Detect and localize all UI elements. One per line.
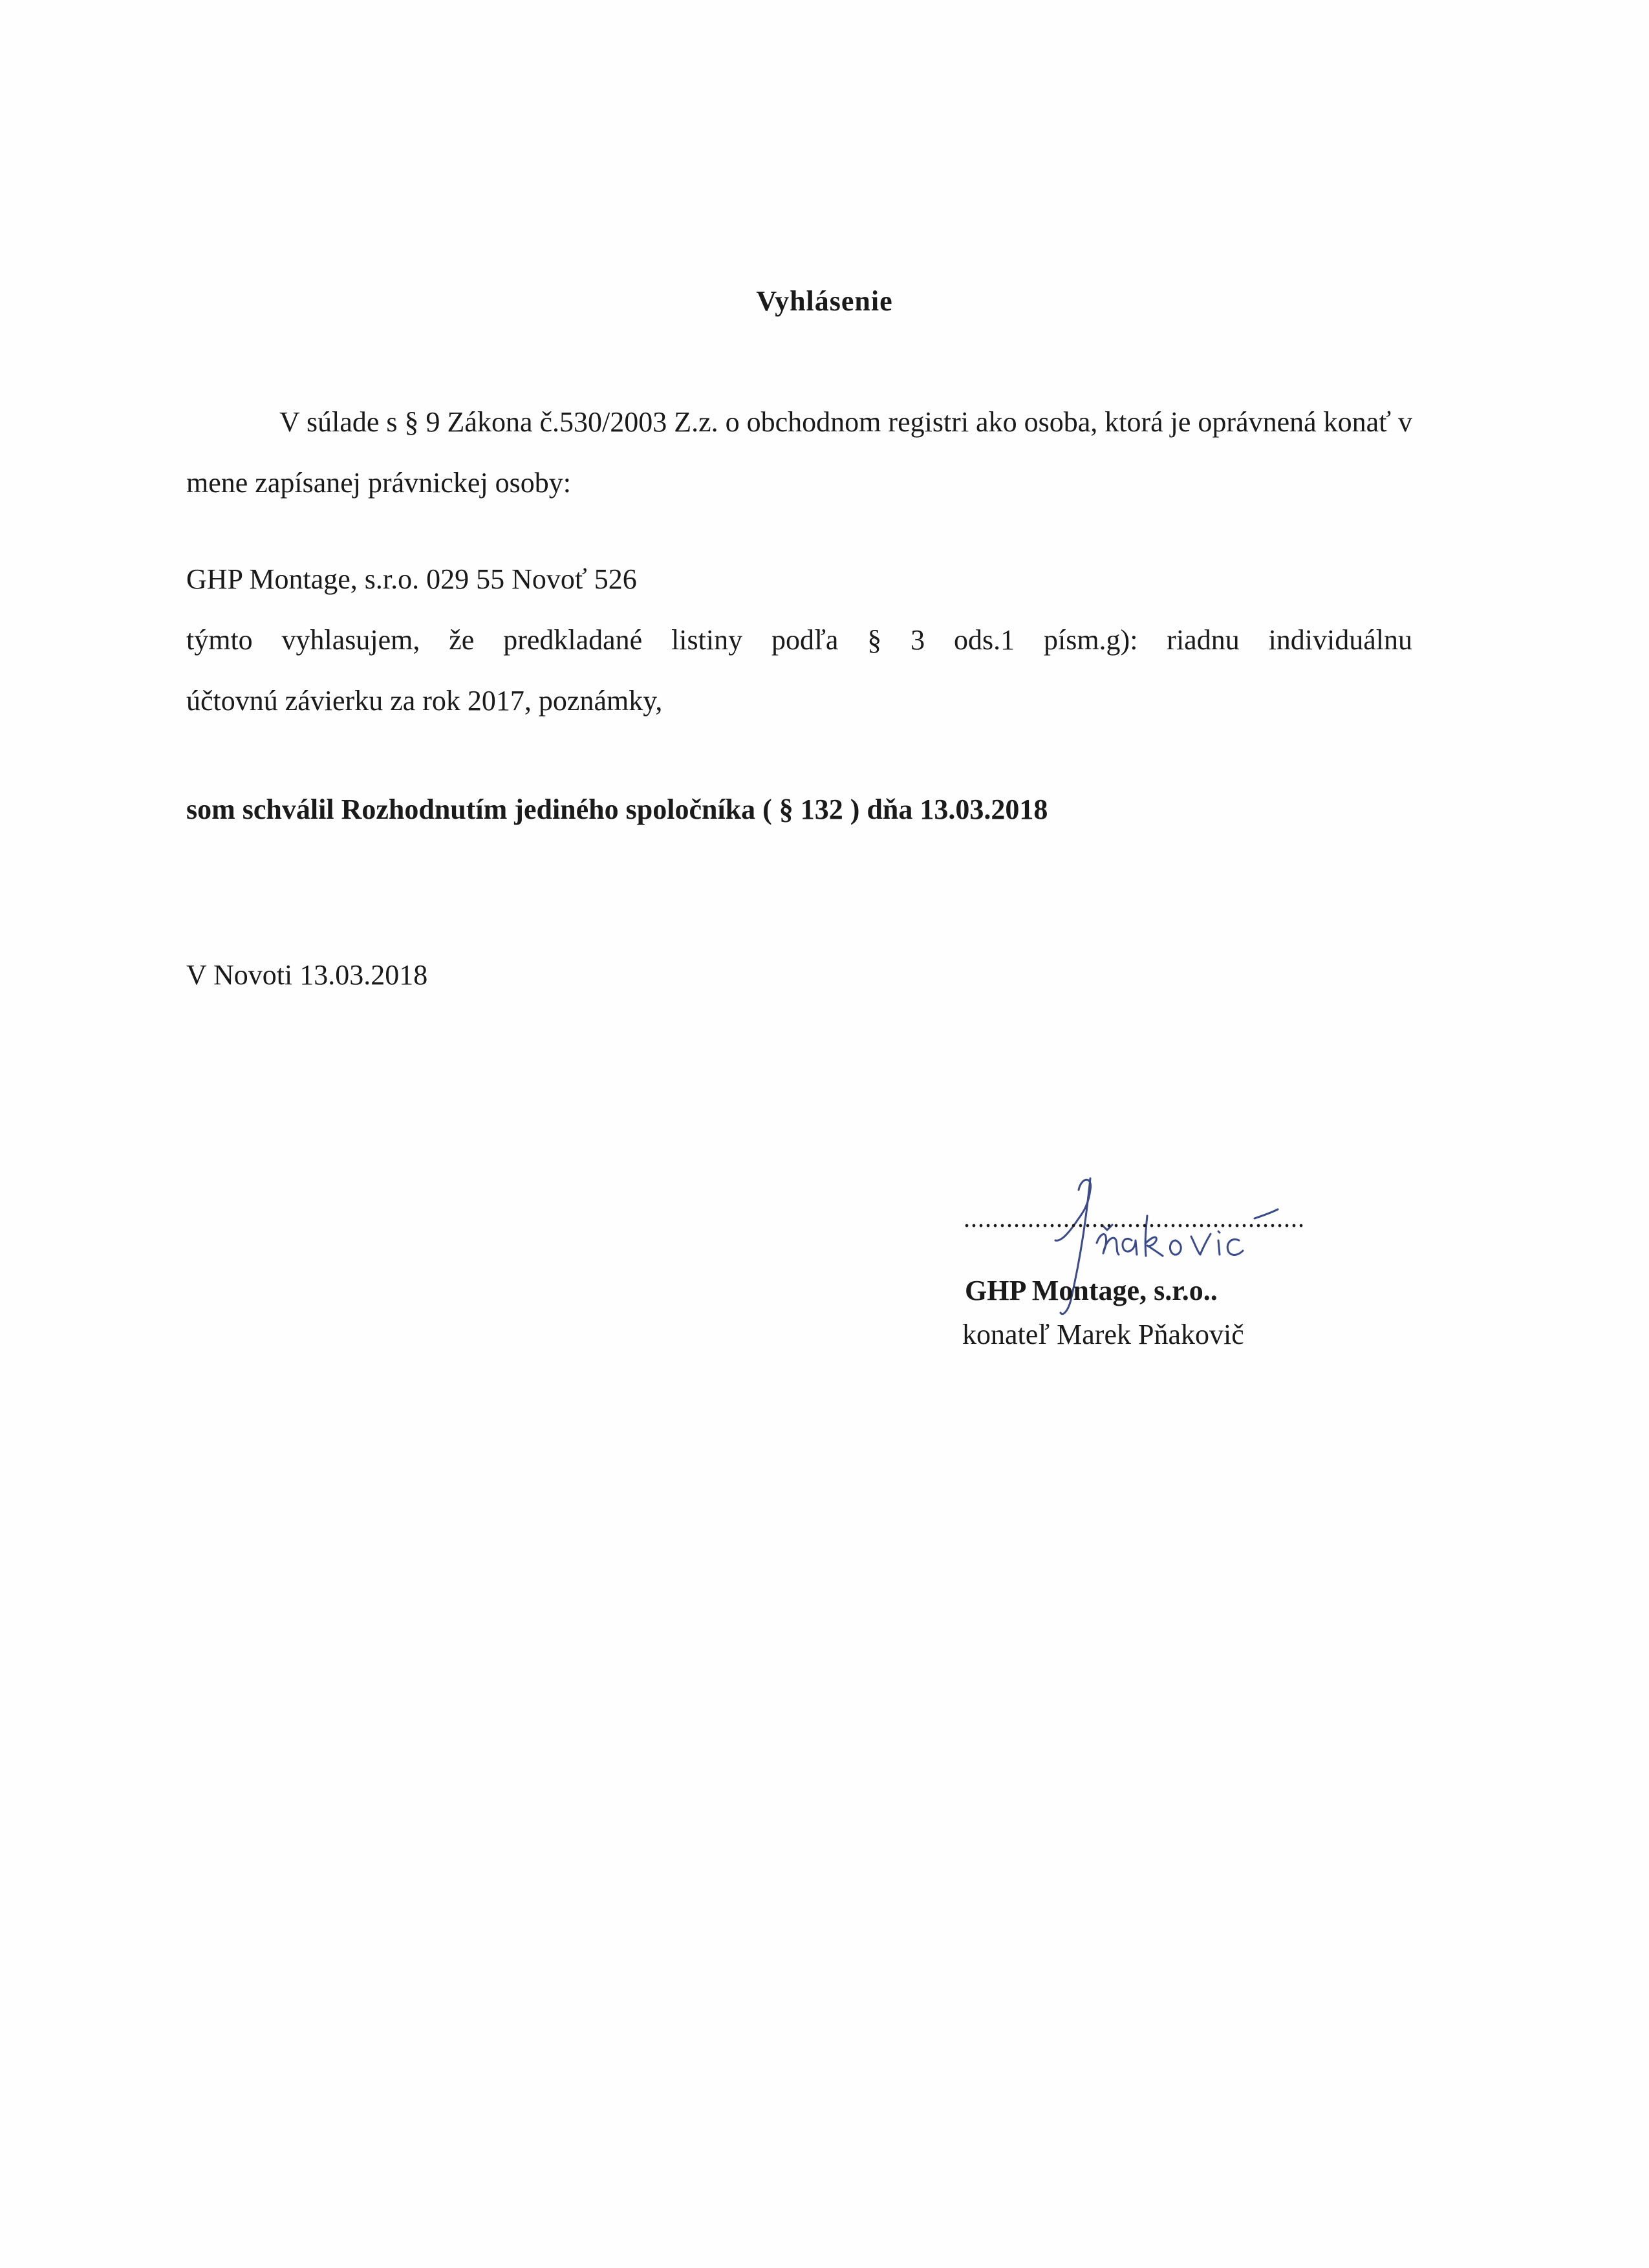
place-date: V Novoti 13.03.2018 [186, 959, 428, 991]
signatory-role-name: konateľ Marek Pňakovič [962, 1319, 1244, 1350]
company-line: GHP Montage, s.r.o. 029 55 Novoť 526 [186, 563, 637, 595]
statement-line-1: týmto vyhlasujem, že predkladané listiny podľa § 3 ods.1 písm.g): riadnu individuálnu [186, 624, 1412, 656]
signature-line: ................................................ [964, 1204, 1305, 1233]
intro-paragraph: V súlade s § 9 Zákona č.530/2003 Z.z. o obchodnom registri ako osoba, ktorá je oprávnená konať v mene zapísanej právnickej osoby: [186, 406, 1412, 499]
signature-company: GHP Montage, s.r.o.. [965, 1275, 1218, 1306]
statement-line-2: účtovnú závierku za rok 2017, poznámky, [186, 685, 663, 717]
document-title: Vyhlásenie [756, 285, 893, 317]
approval-statement: som schválil Rozhodnutím jediného spoločníka ( § 132 ) dňa 13.03.2018 [186, 794, 1048, 825]
